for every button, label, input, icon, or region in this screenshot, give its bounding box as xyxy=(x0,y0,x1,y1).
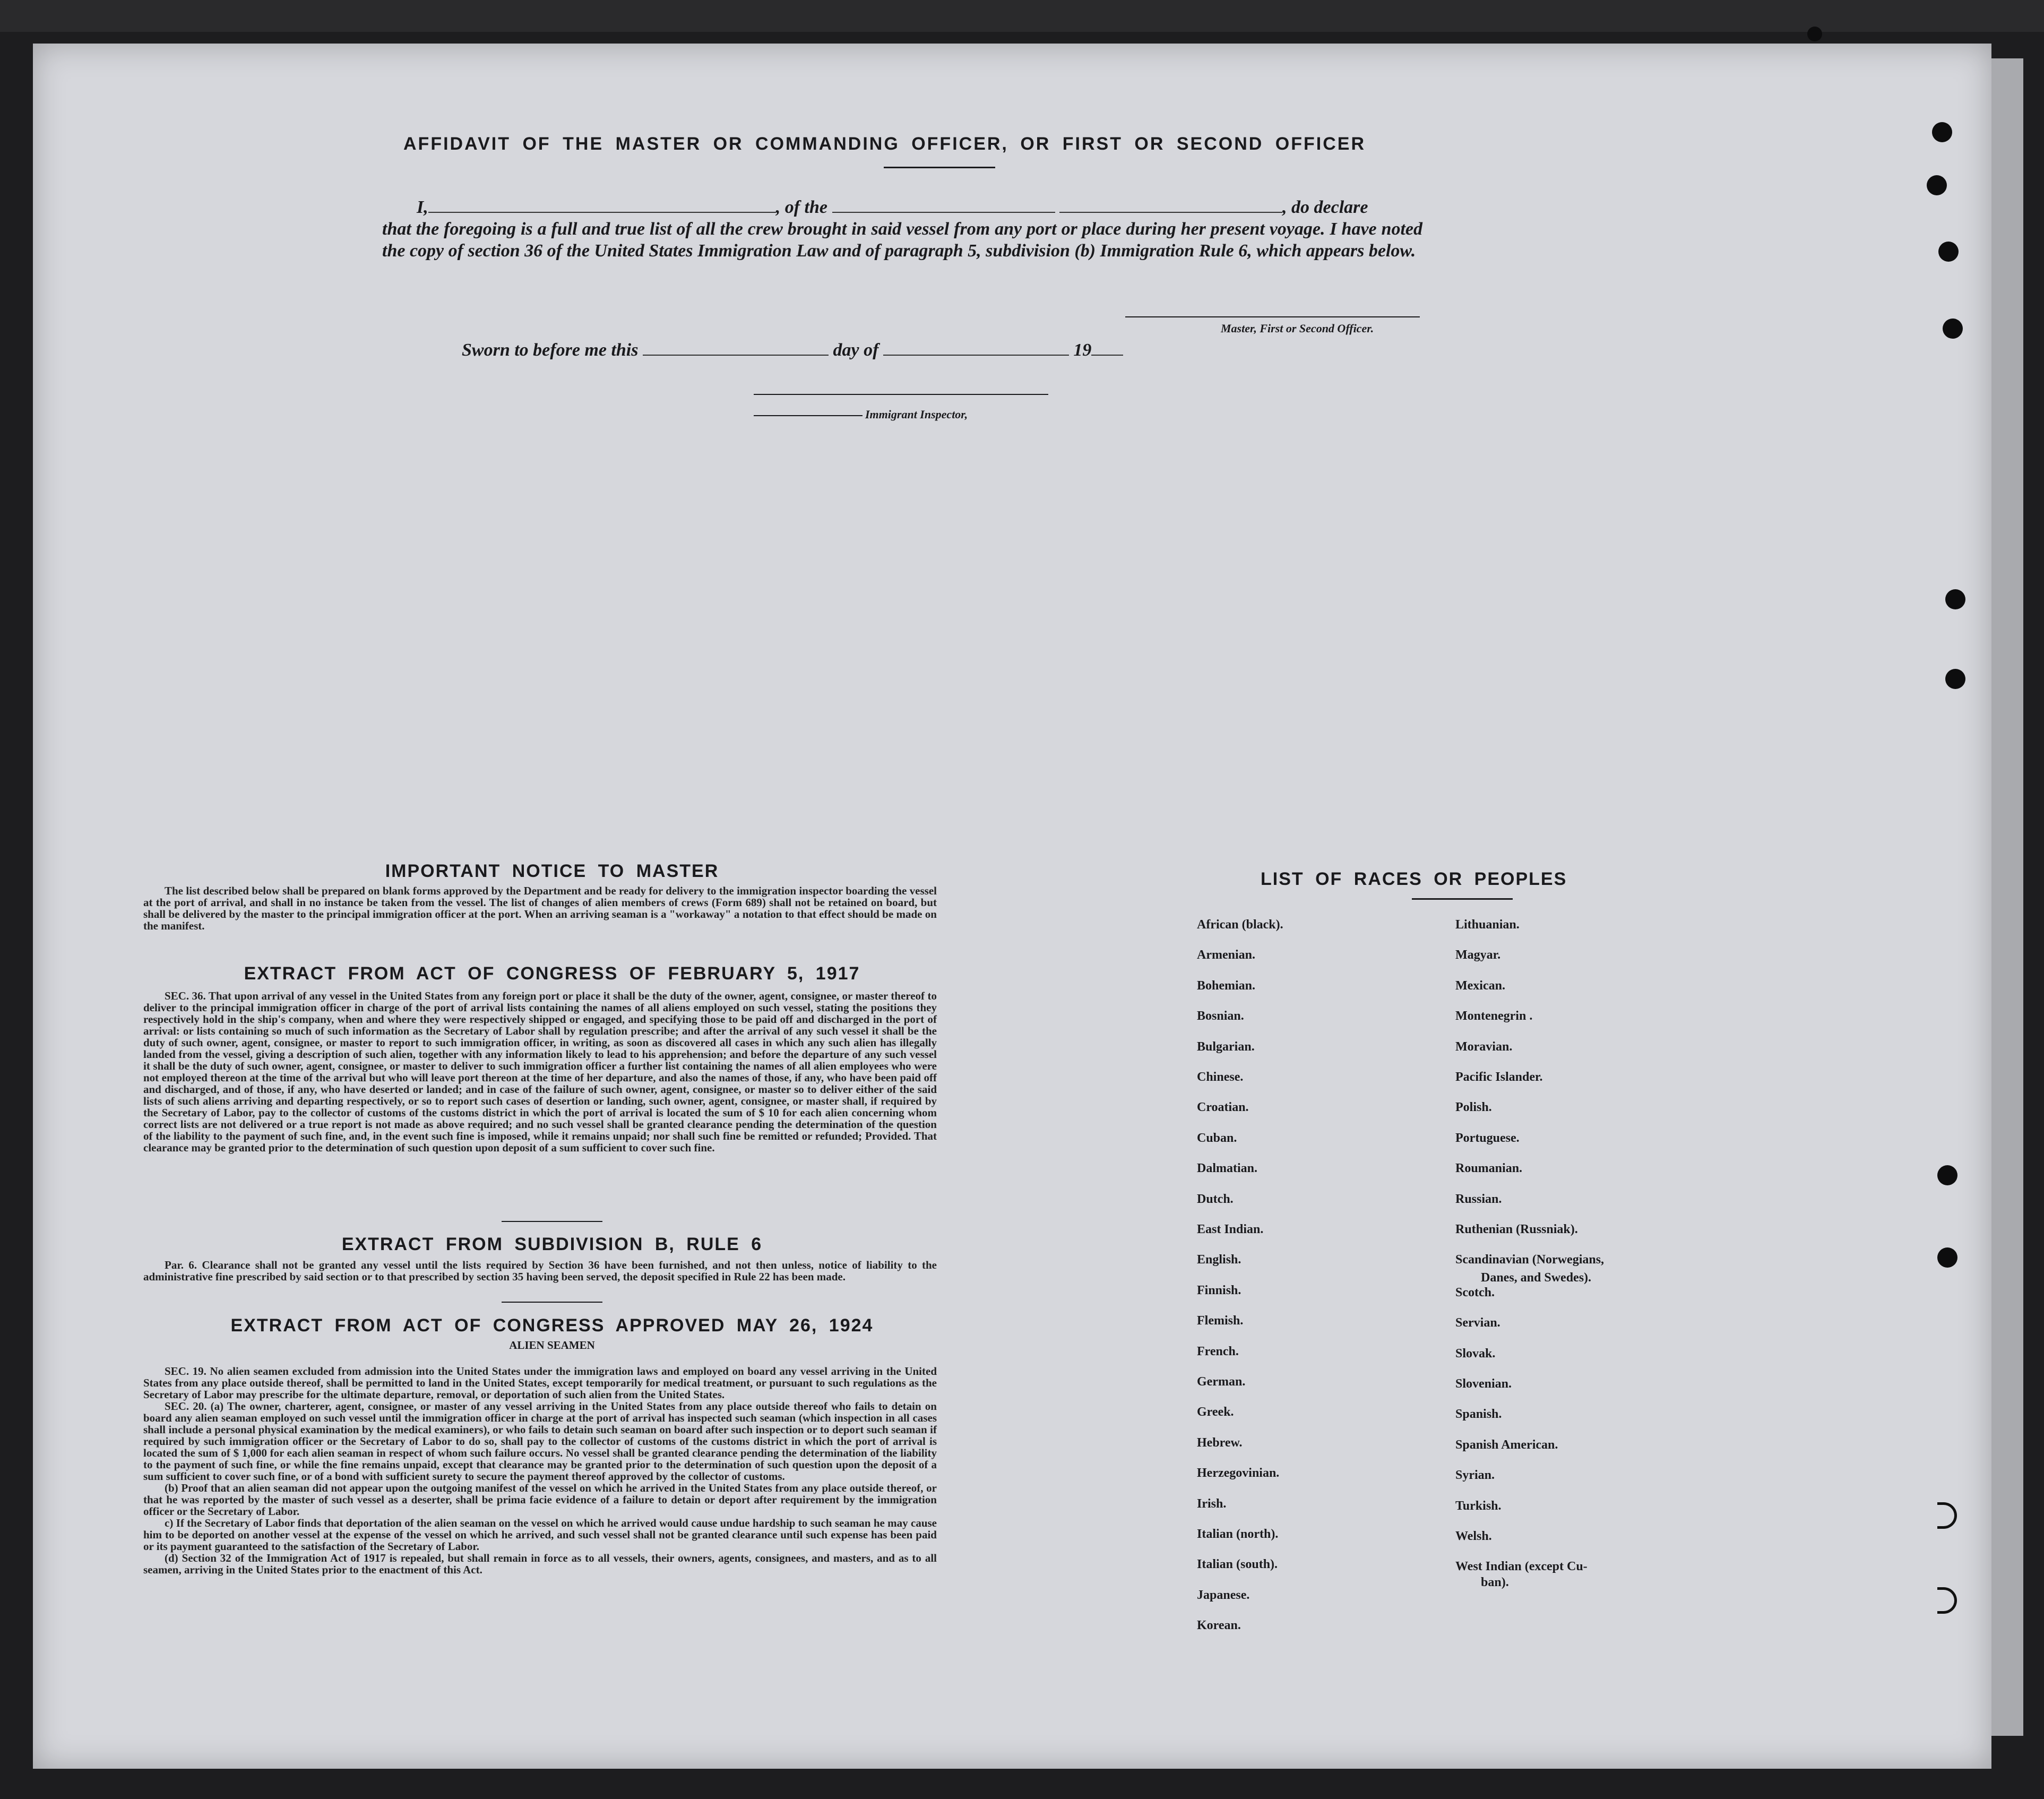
affidavit-of-the: , of the xyxy=(775,197,828,217)
scan-top-band xyxy=(0,0,2044,32)
race-item: Scandinavian (Norwegians, xyxy=(1455,1253,1605,1267)
section-19: SEC. 19. No alien seamen excluded from admission into the United States under the immigration laws and employed on board any vessel arriving in the United States from any place outside thereof, shall be permitted to land in the United States, except temporarily for medical treatment, or pursuant to such regulations as the Secretary of Labor may prescribe for the ultimate departure, removal, or deportation of such alien from the United States. xyxy=(143,1365,937,1401)
affidavit-declaration xyxy=(382,196,1422,262)
section-36: SEC. 36. That upon arrival of any vessel in the United States from any foreign port or place it shall be the duty of the owner, agent, consignee, or master thereof to deliver to the principal immigration officer in charge of the port of arrival lists containing the names of all aliens employed on such vessel, stating the positions they respectively hold in the ship's company, when and where they were respectively shipped or engaged, and specifying those to be paid off and discharged in the port of arrival: or lists containing so much of such information as the Secretary of Labor shall by regulation prescribe; and after the arrival of any such vessel it shall be the duty of such owner, agent, consignee, or master to report to such immigration officer, in writing, as soon as discovered all cases in which any such alien has illegally landed from the vessel, giving a description of such alien, together with any information likely to lead to his apprehension; and before the departure of any such vessel it shall be the duty of such owner, agent, consignee, or master to deliver to such immigration officer a further list containing the names of all alien employees who were not employed thereon at the time of the arrival but who will leave port thereon at the time of her departure, and also the names of those, if any, who have been paid off and discharged, and of those, if any, who have deserted or landed; and in case of the failure of such owner, agent, consignee, or master so to deliver either of the said lists of such aliens arriving and departing respectively, or so to report such cases of desertion or landing, such owner, agent, consignee, or master shall, if required by the Secretary of Labor, pay to the collector of customs of the customs district in which the port of arrival is located the sum of $ 10 for each alien concerning whom correct lists are not delivered or a true report is not made as above required; and no such vessel shall be granted clearance pending the determination of the question of the liability to the payment of such fine, and, in the event such fine is imposed, while it remains unpaid; nor shall such fine be remitted or refunded; Provided. That clearance may be granted prior to the determination of such question upon deposit of a sum sufficient to cover such fine. xyxy=(143,989,937,1154)
affidavit-declare: , do declare xyxy=(1282,197,1368,217)
race-item: Magyar. xyxy=(1455,948,1501,962)
section-20b: (b) Proof that an alien seaman did not appear upon the outgoing manifest of the vessel on which he arrived in the United States from any place outside thereof, or that he was reported by the master of such vessel as a deserter, shall be prima facie evidence of a failure to detain or deport after requirement by the immigration officer or the Secretary of Labor. xyxy=(143,1482,937,1518)
affidavit-body: that the foregoing is a full and true list of all the crew brought in said vessel from any port or place during her present voyage. I have noted the copy of section 36 of the United States Immigration Law and of paragraph 5, subdivision (b) Immigration Rule 6, which appears below. xyxy=(382,219,1422,261)
extract-1924-title: EXTRACT FROM ACT OF CONGRESS APPROVED MAY 26, 1924 xyxy=(230,1315,874,1336)
vessel-name-field[interactable] xyxy=(1059,197,1282,213)
race-item: Bosnian. xyxy=(1197,1009,1244,1023)
sworn-year-field[interactable] xyxy=(1091,340,1123,356)
punch-hole-icon xyxy=(1945,589,1965,609)
race-item: Hebrew. xyxy=(1197,1436,1243,1450)
race-item: Ruthenian (Russniak). xyxy=(1455,1223,1578,1236)
race-item: Danes, and Swedes). xyxy=(1481,1271,1592,1285)
punch-hole-icon xyxy=(1927,175,1947,195)
affidavit-title-rule xyxy=(884,167,995,168)
section-20d: (d) Section 32 of the Immigration Act of 1917 is repealed, but shall remain in force as to all vessels, their owners, agents, consignees, and masters, and as to all seamen, arriving in the United States prior to the enactment of this Act. xyxy=(143,1552,937,1576)
race-item: Croatian. xyxy=(1197,1100,1249,1114)
rule6-paragraph: Par. 6. Clearance shall not be granted any vessel until the lists required by Section 36 have been furnished, and not then unless, notice of liability to the administrative fine prescribed by said section or to that prescribed by section 35 having been served, the deposit specified in Rule 22 has been made. xyxy=(143,1259,937,1283)
race-item: Bulgarian. xyxy=(1197,1040,1255,1054)
notice-paragraph: The list described below shall be prepared on blank forms approved by the Department and be ready for delivery to the immigration inspector boarding the vessel at the port of arrival, and shall in no instance be taken from the vessel. The list of changes of alien members of crews (Form 689) shall not be retained on board, but shall be delivered by the master to the principal immigration officer at the port. When an arriving seaman is a "workaway" a notation to that effect should be made on the manifest. xyxy=(143,884,937,932)
race-item: Mexican. xyxy=(1455,979,1505,993)
sworn-year-prefix: 19 xyxy=(1073,340,1092,360)
race-item: Korean. xyxy=(1197,1619,1241,1632)
race-item: Slovak. xyxy=(1455,1347,1496,1361)
race-item: Finnish. xyxy=(1197,1284,1241,1297)
affidavit-line1 xyxy=(382,196,1422,218)
punch-hole-icon xyxy=(1945,669,1965,689)
races-title: LIST OF RACES OR PEOPLES xyxy=(1261,869,1567,889)
sworn-day-field[interactable] xyxy=(643,340,829,356)
race-item: Turkish. xyxy=(1455,1499,1502,1513)
master-signature-line[interactable] xyxy=(1125,316,1420,317)
race-item: Pacific Islander. xyxy=(1455,1070,1543,1084)
divider-rule xyxy=(502,1221,602,1222)
extract-rule6-title: EXTRACT FROM SUBDIVISION B, RULE 6 xyxy=(341,1234,763,1254)
race-item: Moravian. xyxy=(1455,1040,1513,1054)
race-item: Lithuanian. xyxy=(1455,918,1520,932)
race-item: Japanese. xyxy=(1197,1588,1250,1602)
race-item: English. xyxy=(1197,1253,1241,1267)
race-item: German. xyxy=(1197,1375,1246,1389)
race-item: African (black). xyxy=(1197,918,1283,932)
extract-1917-title: EXTRACT FROM ACT OF CONGRESS OF FEBRUARY 5, 1917 xyxy=(244,963,860,984)
race-item: Portuguese. xyxy=(1455,1131,1520,1145)
race-item: Flemish. xyxy=(1197,1314,1244,1328)
race-item: Russian. xyxy=(1455,1192,1502,1206)
punch-hole-icon xyxy=(1943,319,1963,339)
race-item: Chinese. xyxy=(1197,1070,1244,1084)
race-item: Welsh. xyxy=(1455,1529,1492,1543)
inspector-signature-line-1[interactable] xyxy=(754,394,1048,395)
section-20c: c) If the Secretary of Labor finds that deportation of the alien seaman on the vessel on which he arrived would cause undue hardship to such seaman he may cause him to be deported on another vessel at the expense of the vessel on which he arrived, and such vessel shall not be granted clearance until such expense has been paid or its payment guaranteed to the satisfaction of the Secretary of Labor. xyxy=(143,1517,937,1553)
races-title-rule xyxy=(1412,898,1513,900)
punch-hole-icon xyxy=(1937,1165,1957,1185)
race-item: Italian (north). xyxy=(1197,1527,1279,1541)
punch-hole-icon xyxy=(1938,242,1959,262)
sworn-line xyxy=(462,340,1123,360)
race-item: Herzegovinian. xyxy=(1197,1466,1280,1480)
affidavit-i: I, xyxy=(417,197,428,217)
divider-rule xyxy=(502,1302,602,1303)
punch-hole-icon xyxy=(1807,27,1822,41)
master-name-field[interactable] xyxy=(428,197,776,213)
race-item: Dutch. xyxy=(1197,1192,1234,1206)
extract-rule6-text xyxy=(143,1259,937,1282)
sworn-text: Sworn to before me this xyxy=(462,340,639,360)
race-item: Greek. xyxy=(1197,1405,1234,1419)
affidavit-title: AFFIDAVIT OF THE MASTER OR COMMANDING OFFICER, OR FIRST OR SECOND OFFICER xyxy=(403,134,1366,154)
race-item: Spanish. xyxy=(1455,1407,1502,1421)
next-sheet-edge xyxy=(1991,58,2023,1736)
race-item: Bohemian. xyxy=(1197,979,1256,993)
race-item: ban). xyxy=(1481,1576,1509,1589)
race-item: Scotch. xyxy=(1455,1286,1495,1299)
race-item: Montenegrin . xyxy=(1455,1009,1533,1023)
race-item: Irish. xyxy=(1197,1497,1227,1511)
inspector-signature-line-2[interactable] xyxy=(754,415,863,416)
alien-seamen-heading: ALIEN SEAMEN xyxy=(509,1339,595,1352)
race-item: Syrian. xyxy=(1455,1468,1495,1482)
sworn-day-of: day of xyxy=(833,340,879,360)
section-20a: SEC. 20. (a) The owner, charterer, agent, consignee, or master of any vessel arriving in the United States from any place outside thereof who fails to detain on board any alien seaman employed on such vessel until the immigration officer in charge at the port of arrival has inspected such seaman (which inspection in all cases shall include a personal physical examination by the medical examiners), or who fails to detain such seaman on board after such inspection or to deport such seaman if required by such immigration officer or the Secretary of Labor to do so, shall pay to the collector of customs of the customs district in which the port of arrival is located the sum of $ 1,000 for each alien seaman in respect of whom such failure occurs. No vessel shall be granted clearance pending the determination of the liability to the payment of such fine, or while the fine remains unpaid, except that clearance may be granted prior to the determination of such question upon the deposit of a sum sufficient to cover such fine, or of a bond with sufficient surety to secure the payment thereof approved by the collector of customs. xyxy=(143,1400,937,1483)
punch-hole-icon xyxy=(1937,1247,1957,1268)
race-item: Spanish American. xyxy=(1455,1438,1558,1452)
race-item: Armenian. xyxy=(1197,948,1255,962)
race-item: Servian. xyxy=(1455,1316,1500,1330)
inspector-caption: Immigrant Inspector, xyxy=(865,408,968,421)
race-item: East Indian. xyxy=(1197,1223,1264,1236)
race-item: Italian (south). xyxy=(1197,1557,1278,1571)
race-item: Slovenian. xyxy=(1455,1377,1512,1391)
race-item: Roumanian. xyxy=(1455,1161,1523,1175)
master-signature-caption: Master, First or Second Officer. xyxy=(1221,322,1374,335)
extract-1917-text xyxy=(143,990,937,1154)
race-item: Dalmatian. xyxy=(1197,1161,1257,1175)
notice-title: IMPORTANT NOTICE TO MASTER xyxy=(385,861,719,881)
race-item: French. xyxy=(1197,1345,1239,1358)
race-item: West Indian (except Cu- xyxy=(1455,1560,1588,1573)
punch-hole-icon xyxy=(1932,122,1952,142)
notice-text xyxy=(143,885,937,932)
extract-1924-text xyxy=(143,1365,937,1576)
sworn-month-field[interactable] xyxy=(883,340,1069,356)
race-item: Cuban. xyxy=(1197,1131,1237,1145)
race-item: Polish. xyxy=(1455,1100,1492,1114)
vessel-type-field[interactable] xyxy=(832,197,1055,213)
